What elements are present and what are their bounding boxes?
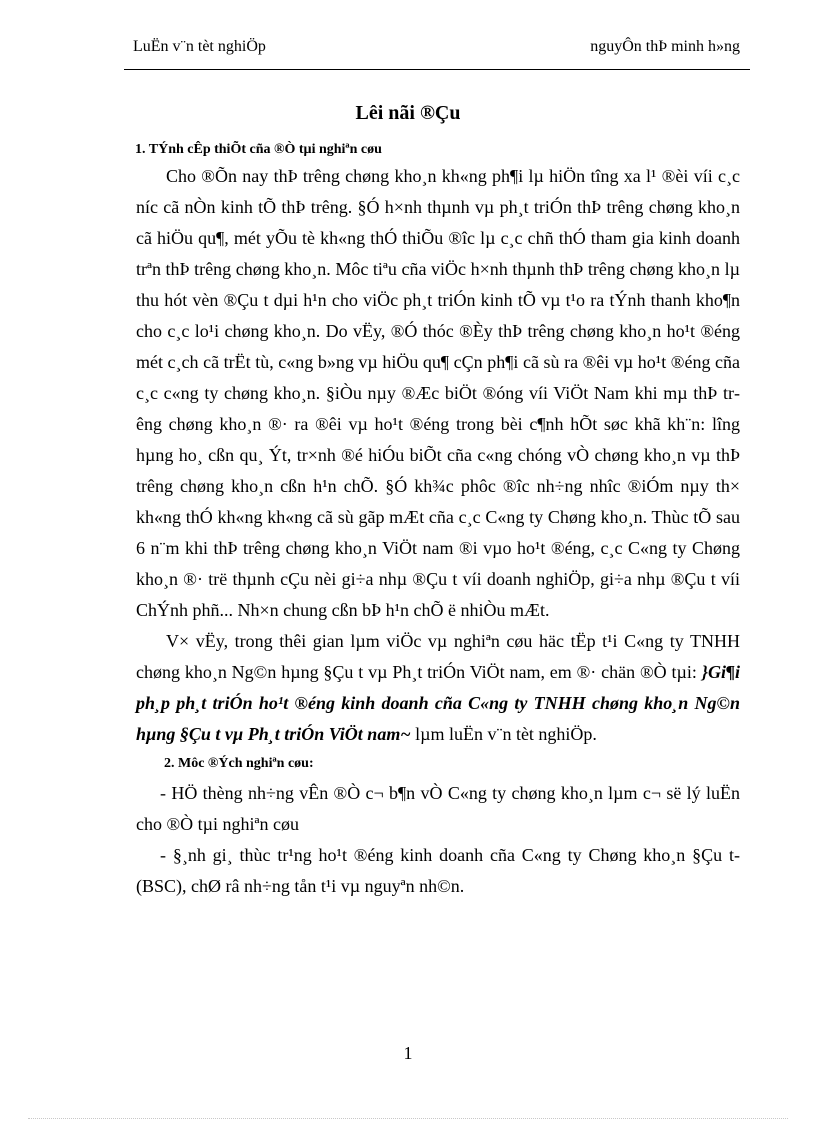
page-bottom-divider <box>28 1118 788 1119</box>
body-text <box>136 161 740 902</box>
header-divider <box>124 69 750 70</box>
paragraph-2-text: V× vËy, trong thêi gian lµm viÖc vµ nghiªn cøu häc tËp t¹i C«ng ty TNHH chøng kho¸n Ng©n hµng §Çu t vµ Ph¸t triÓn ViÖt nam, em ®· chän ®Ò tµi: <box>136 631 740 682</box>
running-header-left: LuËn v¨n tèt nghiÖp <box>133 38 266 55</box>
paragraph-2-end: lµm luËn v¨n tèt nghiÖp. <box>410 724 597 744</box>
page-title: Lêi nãi ®Çu <box>355 102 461 124</box>
paragraph-2 <box>136 626 740 750</box>
section-heading-1: 1. TÝnh cÊp thiÕt cña ®Ò tµi nghiªn cøu <box>135 142 382 157</box>
list-item: - HÖ thèng nh÷ng vÊn ®Ò c¬ b¶n vÒ C«ng ty chøng kho¸n lµm c¬ së lý luËn cho ®Ò tµi nghiªn cøu <box>136 783 740 834</box>
list-item: - §¸nh gi¸ thùc tr¹ng ho¹t ®éng kinh doanh cña C«ng ty Chøng kho¸n §Çu t (BSC), chØ râ nh÷ng tån t¹i vµ nguyªn nh©n. <box>136 845 740 896</box>
section-heading-2: 2. Môc ®Ých nghiªn cøu: <box>164 756 314 771</box>
page-number: 1 <box>403 1043 413 1063</box>
running-header-right: nguyÔn thÞ minh h»ng <box>590 38 740 55</box>
paragraph-1: Cho ®Õn nay thÞ trêng chøng kho¸n kh«ng ph¶i lµ hiÖn tîng xa l¹ ®èi víi c¸c níc cã nÒn kinh tÕ thÞ trêng. §Ó h×nh thµnh vµ ph¸t triÓn thÞ trêng chøng kho¸n cã hiÖu qu¶, mét yÕu tè kh«ng thÓ thiÕu ®îc lµ c¸c chñ thÓ tham gia kinh doanh trªn thÞ trêng chøng kho¸n. Môc tiªu cña viÖc h×nh thµnh thÞ trêng chøng kho¸n lµ thu hót vèn ®Çu t dµi h¹n cho viÖc ph¸t triÓn kinh tÕ vµ t¹o ra tÝnh thanh kho¶n cho c¸c lo¹i chøng kho¸n. Do vËy, ®Ó thóc ®Èy thÞ trêng chøng kho¸n ho¹t ®éng mét c¸ch cã trËt tù, c«ng b»ng vµ hiÖu qu¶ cÇn ph¶i cã sù ra ®êi vµ ho¹t ®éng cña c¸c c«ng ty chøng kho¸n. §iÒu nµy ®Æc biÖt ®óng víi ViÖt Nam khi mµ thÞ trêng chøng kho¸n ®· ra ®êi vµ ho¹t ®éng trong bèi c¶nh hÕt søc khã kh¨n: lîng hµng ho¸ cßn qu¸ Ýt, tr×nh ®é hiÓu biÕt cña c«ng chóng vÒ chøng kho¸n vµ thÞ trêng chøng kho¸n cßn h¹n chÕ. §Ó kh¾c phôc ®îc nh÷ng nhîc ®iÓm nµy th× kh«ng thÓ kh«ng kh«ng cã sù gãp mÆt cña c¸c C«ng ty Chøng kho¸n. Thùc tÕ sau 6 n¨m khi thÞ trêng chøng kho¸n ViÖt nam ®i vµo ho¹t ®éng, c¸c C«ng ty Chøng kho¸n ®· trë thµnh cÇu nèi gi÷a nhµ ®Çu t víi doanh nghiÖp, gi÷a nhµ ®Çu t víi ChÝnh phñ... Nh×n chung cßn bÞ h¹n chÕ ë nhiÒu mÆt. <box>136 166 740 620</box>
thesis-topic-title: }Gi¶i ph¸p ph¸t triÓn ho¹t ®éng kinh doanh cña C«ng ty TNHH chøng kho¸n Ng©n hµng §Çu t vµ Ph¸t triÓn ViÖt nam~ <box>136 662 740 744</box>
